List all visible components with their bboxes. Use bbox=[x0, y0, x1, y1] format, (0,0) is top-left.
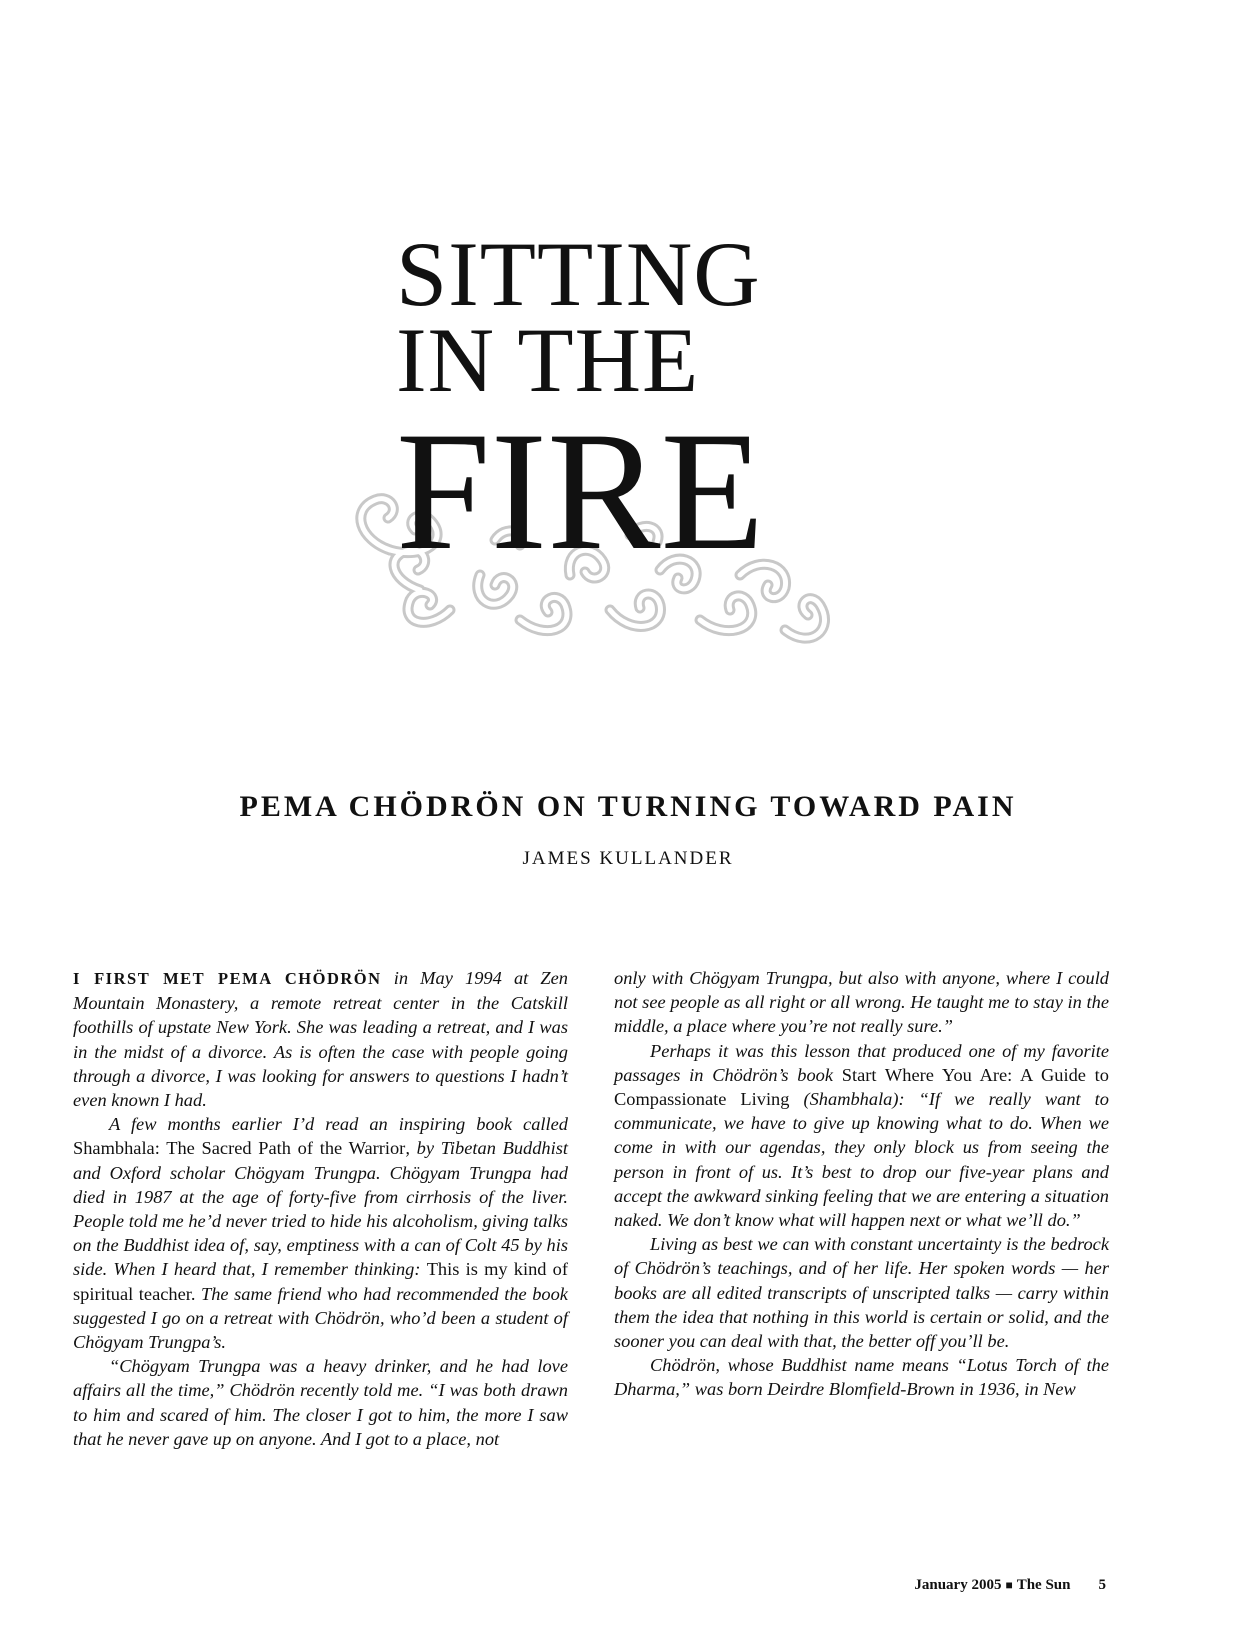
lead-in: I FIRST MET PEMA CHÖDRÖN bbox=[73, 969, 382, 988]
footer-issue-date: January 2005 bbox=[914, 1577, 1002, 1593]
right-column bbox=[614, 966, 1109, 1402]
paragraph-text: A few months earlier I’d read an inspiring book called bbox=[109, 1114, 568, 1135]
title-line-3: FIRE bbox=[396, 397, 765, 585]
paragraph bbox=[73, 966, 568, 1112]
title-block bbox=[330, 200, 850, 660]
article-subtitle: PEMA CHÖDRÖN ON TURNING TOWARD PAIN bbox=[239, 790, 1017, 823]
paragraph-text: Perhaps it was this lesson that produced one of my favorite passages in Chödrön’s book bbox=[614, 1040, 1109, 1085]
book-title: Start Where You Are: A Guide to Compassionate Living bbox=[614, 1064, 1109, 1110]
paragraph: Living as best we can with constant uncertainty is the bedrock of Chödrön’s teachings, and of her life. Her spoken words — her books are all edited transcripts of unscripted talks — carry within them the idea that nothing in this world is certain or solid, and the sooner you can deal with that, the better off you’ll be. bbox=[614, 1234, 1109, 1352]
paragraph-text: (Shambhala): “If we really want to communicate, we have to give up knowing what to do. When we come in with our agendas, they only block us from seeing the person in front of us. It’s best to drop our five-year plans and accept the awkward sinking feeling that we are entering a situation naked. We don’t know what will happen next or what we’ll do.” bbox=[614, 1089, 1109, 1231]
paragraph-text: The same friend who had recommended the book suggested I go on a retreat with Chödrön, who’d been a student of Chögyam Trungpa’s. bbox=[73, 1283, 568, 1353]
title-line-2: IN THE bbox=[396, 309, 700, 411]
footer-separator: ■ bbox=[1005, 1578, 1013, 1592]
quoted-thought: This is my kind of spiritual teacher. bbox=[73, 1259, 569, 1304]
page-footer bbox=[0, 1577, 1106, 1594]
footer-magazine-name: The Sun bbox=[1016, 1577, 1071, 1593]
paragraph bbox=[614, 1039, 1109, 1233]
paragraph: Chödrön, whose Buddhist name means “Lotus Torch of the Dharma,” was born Deirdre Blomfield-Brown in 1936, in New bbox=[614, 1355, 1109, 1400]
title-line-1: SITTING bbox=[396, 223, 761, 325]
paragraph-text: , by Tibetan Buddhist and Oxford scholar Chögyam Trungpa. Chögyam Trungpa had died in 1987 at the age of forty-five from cirrhosis of the liver. People told me he’d never tried to hide his alcoholism, giving talks on the Buddhist idea of, say, emptiness with a can of Colt 45 by his side. When I heard that, I remember thinking: bbox=[73, 1138, 568, 1280]
paragraph-text: in May 1994 at Zen Mountain Monastery, a remote retreat center in the Catskill foothills of upstate New York. She was leading a retreat, and I was in the midst of a divorce. As is often the case with people going through a divorce, I was looking for answers to questions I hadn’t even known I had. bbox=[73, 968, 568, 1111]
paragraph bbox=[73, 1112, 568, 1354]
paragraph: “Chögyam Trungpa was a heavy drinker, and he had love affairs all the time,” Chödrön recently told me. “I was both drawn to him and scared of him. The closer I got to him, the more I saw that he never gave up on anyone. And I got to a place, not bbox=[73, 1356, 568, 1449]
book-title: Shambhala: The Sacred Path of the Warrior bbox=[73, 1138, 406, 1159]
page-number: 5 bbox=[1098, 1577, 1106, 1593]
author-byline: JAMES KULLANDER bbox=[522, 848, 734, 869]
paragraph: only with Chögyam Trungpa, but also with anyone, where I could not see people as all right or all wrong. He taught me to stay in the middle, a place where you’re not really sure.” bbox=[614, 968, 1109, 1037]
left-column bbox=[73, 966, 568, 1451]
